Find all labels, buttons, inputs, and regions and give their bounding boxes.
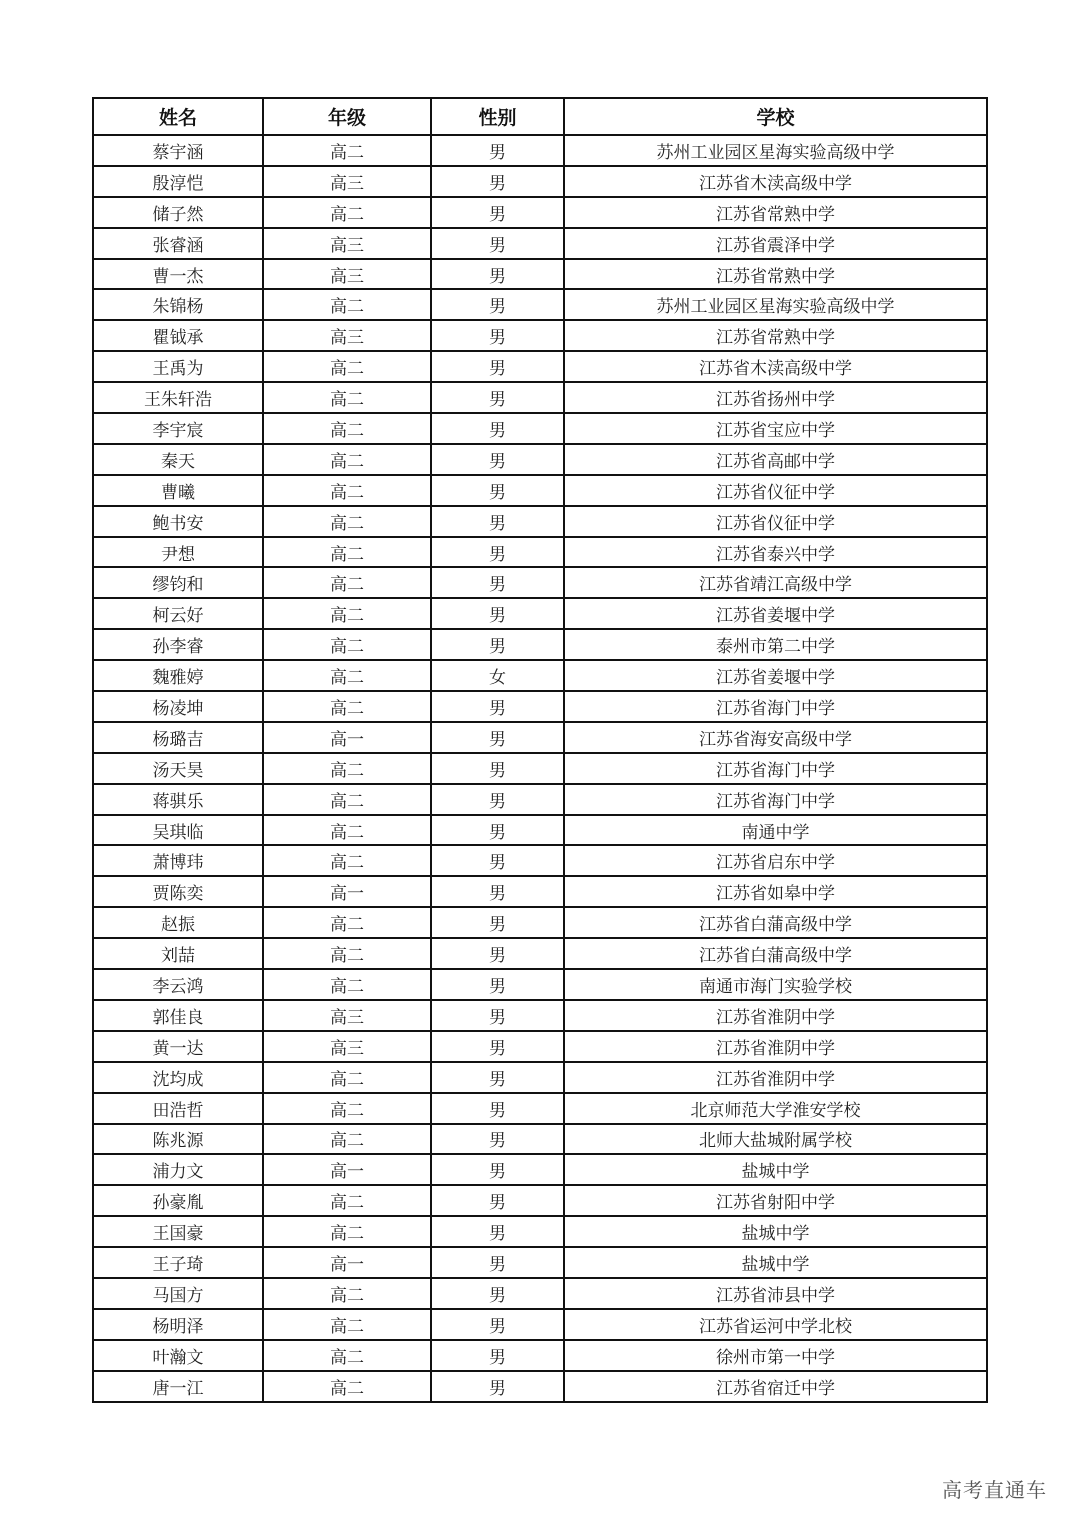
cell-school: 江苏省白蒲高级中学 [564,938,987,969]
table-row [93,1031,987,1062]
cell-grade: 高一 [263,876,431,907]
table-row [93,320,987,351]
cell-school: 江苏省姜堰中学 [564,598,987,629]
table-row [93,753,987,784]
cell-name: 刘喆 [93,938,263,969]
cell-grade: 高三 [263,320,431,351]
cell-school: 江苏省震泽中学 [564,228,987,259]
cell-gender: 男 [431,1309,564,1340]
table-row [93,876,987,907]
cell-grade: 高二 [263,691,431,722]
cell-grade: 高二 [263,1216,431,1247]
header-gender: 性别 [431,98,564,135]
cell-school: 江苏省宿迁中学 [564,1371,987,1402]
cell-name: 尹想 [93,537,263,568]
table-row [93,938,987,969]
cell-grade: 高二 [263,1185,431,1216]
cell-grade: 高二 [263,784,431,815]
cell-grade: 高二 [263,1062,431,1093]
cell-grade: 高二 [263,1278,431,1309]
cell-grade: 高二 [263,413,431,444]
cell-grade: 高三 [263,1000,431,1031]
cell-grade: 高三 [263,1031,431,1062]
cell-gender: 男 [431,1154,564,1185]
table-header-row [93,98,987,135]
cell-school: 泰州市第二中学 [564,629,987,660]
cell-gender: 男 [431,197,564,228]
table-row [93,1154,987,1185]
cell-name: 储子然 [93,197,263,228]
cell-school: 江苏省靖江高级中学 [564,567,987,598]
table-row [93,660,987,691]
cell-gender: 男 [431,938,564,969]
table-row [93,413,987,444]
cell-school: 徐州市第一中学 [564,1340,987,1371]
cell-grade: 高二 [263,753,431,784]
cell-gender: 女 [431,660,564,691]
cell-grade: 高二 [263,537,431,568]
cell-name: 蒋骐乐 [93,784,263,815]
cell-school: 南通市海门实验学校 [564,969,987,1000]
table-row [93,722,987,753]
cell-school: 江苏省常熟中学 [564,197,987,228]
cell-gender: 男 [431,166,564,197]
table-row [93,1124,987,1155]
cell-gender: 男 [431,351,564,382]
cell-gender: 男 [431,567,564,598]
cell-gender: 男 [431,598,564,629]
cell-name: 王国豪 [93,1216,263,1247]
cell-school: 江苏省沛县中学 [564,1278,987,1309]
table-row [93,537,987,568]
cell-gender: 男 [431,1124,564,1155]
cell-grade: 高二 [263,969,431,1000]
table-row [93,691,987,722]
table-row [93,1216,987,1247]
cell-school: 江苏省淮阴中学 [564,1062,987,1093]
cell-name: 柯云好 [93,598,263,629]
cell-name: 马国方 [93,1278,263,1309]
cell-gender: 男 [431,475,564,506]
cell-gender: 男 [431,845,564,876]
cell-school: 北师大盐城附属学校 [564,1124,987,1155]
student-list-table [92,97,988,1403]
cell-name: 王禹为 [93,351,263,382]
cell-gender: 男 [431,753,564,784]
header-name: 姓名 [93,98,263,135]
cell-name: 殷淳恺 [93,166,263,197]
table-body [93,135,987,1402]
cell-grade: 高二 [263,197,431,228]
table-row [93,475,987,506]
cell-name: 魏雅婷 [93,660,263,691]
cell-school: 江苏省仪征中学 [564,506,987,537]
table-row [93,969,987,1000]
cell-name: 曹一杰 [93,259,263,290]
cell-grade: 高二 [263,598,431,629]
table-row [93,629,987,660]
cell-grade: 高二 [263,1093,431,1124]
cell-grade: 高三 [263,228,431,259]
table-row [93,1278,987,1309]
cell-name: 唐一江 [93,1371,263,1402]
header-school: 学校 [564,98,987,135]
cell-school: 江苏省射阳中学 [564,1185,987,1216]
cell-grade: 高二 [263,1309,431,1340]
cell-grade: 高二 [263,660,431,691]
cell-grade: 高二 [263,1124,431,1155]
cell-name: 鲍书安 [93,506,263,537]
cell-name: 张睿涵 [93,228,263,259]
cell-gender: 男 [431,289,564,320]
cell-gender: 男 [431,1093,564,1124]
cell-grade: 高二 [263,289,431,320]
table-row [93,1185,987,1216]
cell-school: 南通中学 [564,815,987,846]
cell-grade: 高一 [263,1154,431,1185]
cell-gender: 男 [431,691,564,722]
cell-gender: 男 [431,228,564,259]
cell-school: 江苏省高邮中学 [564,444,987,475]
cell-gender: 男 [431,1278,564,1309]
cell-name: 孙豪胤 [93,1185,263,1216]
cell-name: 杨明泽 [93,1309,263,1340]
table-row [93,815,987,846]
cell-school: 江苏省淮阴中学 [564,1031,987,1062]
table-row [93,1093,987,1124]
cell-name: 田浩哲 [93,1093,263,1124]
cell-school: 盐城中学 [564,1154,987,1185]
cell-name: 郭佳良 [93,1000,263,1031]
header-grade: 年级 [263,98,431,135]
cell-school: 江苏省海门中学 [564,691,987,722]
cell-gender: 男 [431,784,564,815]
table-row [93,259,987,290]
cell-name: 曹曦 [93,475,263,506]
cell-name: 李宇宸 [93,413,263,444]
cell-school: 盐城中学 [564,1247,987,1278]
cell-school: 江苏省淮阴中学 [564,1000,987,1031]
cell-gender: 男 [431,413,564,444]
cell-school: 江苏省宝应中学 [564,413,987,444]
cell-name: 孙李睿 [93,629,263,660]
cell-grade: 高二 [263,475,431,506]
cell-name: 陈兆源 [93,1124,263,1155]
table-row [93,907,987,938]
cell-name: 浦力文 [93,1154,263,1185]
cell-name: 王子琦 [93,1247,263,1278]
cell-name: 黄一达 [93,1031,263,1062]
cell-gender: 男 [431,722,564,753]
cell-grade: 高二 [263,815,431,846]
cell-gender: 男 [431,382,564,413]
cell-gender: 男 [431,1247,564,1278]
cell-gender: 男 [431,1216,564,1247]
cell-name: 杨凌坤 [93,691,263,722]
cell-grade: 高一 [263,722,431,753]
cell-name: 萧博玮 [93,845,263,876]
cell-school: 江苏省姜堰中学 [564,660,987,691]
cell-gender: 男 [431,1062,564,1093]
table-row [93,784,987,815]
cell-school: 江苏省白蒲高级中学 [564,907,987,938]
table-row [93,228,987,259]
cell-grade: 高二 [263,351,431,382]
cell-gender: 男 [431,1340,564,1371]
cell-name: 贾陈奕 [93,876,263,907]
cell-grade: 高一 [263,1247,431,1278]
cell-name: 缪钧和 [93,567,263,598]
table-row [93,506,987,537]
cell-name: 杨璐吉 [93,722,263,753]
cell-school: 江苏省如皋中学 [564,876,987,907]
cell-school: 江苏省扬州中学 [564,382,987,413]
cell-grade: 高二 [263,629,431,660]
cell-grade: 高二 [263,382,431,413]
cell-grade: 高二 [263,135,431,166]
cell-name: 吴琪临 [93,815,263,846]
cell-school: 江苏省运河中学北校 [564,1309,987,1340]
cell-name: 汤天昊 [93,753,263,784]
table-row [93,351,987,382]
cell-gender: 男 [431,1000,564,1031]
cell-grade: 高二 [263,845,431,876]
cell-name: 叶瀚文 [93,1340,263,1371]
cell-grade: 高三 [263,166,431,197]
table-row [93,135,987,166]
cell-name: 秦天 [93,444,263,475]
cell-grade: 高二 [263,444,431,475]
cell-gender: 男 [431,815,564,846]
table-row [93,1309,987,1340]
cell-grade: 高二 [263,1340,431,1371]
cell-name: 王朱轩浩 [93,382,263,413]
cell-school: 江苏省常熟中学 [564,259,987,290]
cell-gender: 男 [431,907,564,938]
cell-gender: 男 [431,629,564,660]
table-row [93,197,987,228]
cell-school: 江苏省木渎高级中学 [564,351,987,382]
cell-gender: 男 [431,969,564,1000]
cell-gender: 男 [431,537,564,568]
cell-name: 瞿钺承 [93,320,263,351]
table-row [93,1247,987,1278]
cell-school: 苏州工业园区星海实验高级中学 [564,289,987,320]
table-row [93,166,987,197]
cell-grade: 高三 [263,259,431,290]
cell-school: 江苏省仪征中学 [564,475,987,506]
cell-school: 江苏省泰兴中学 [564,537,987,568]
cell-school: 苏州工业园区星海实验高级中学 [564,135,987,166]
table-row [93,1062,987,1093]
cell-name: 蔡宇涵 [93,135,263,166]
cell-school: 江苏省海门中学 [564,753,987,784]
table-row [93,444,987,475]
cell-school: 江苏省常熟中学 [564,320,987,351]
table-row [93,1371,987,1402]
table-row [93,598,987,629]
cell-gender: 男 [431,876,564,907]
cell-grade: 高二 [263,938,431,969]
cell-gender: 男 [431,1371,564,1402]
cell-school: 盐城中学 [564,1216,987,1247]
cell-gender: 男 [431,506,564,537]
cell-grade: 高二 [263,567,431,598]
cell-gender: 男 [431,1031,564,1062]
cell-school: 北京师范大学淮安学校 [564,1093,987,1124]
cell-school: 江苏省海门中学 [564,784,987,815]
table-row [93,567,987,598]
cell-school: 江苏省海安高级中学 [564,722,987,753]
table-row [93,1340,987,1371]
cell-name: 李云鸿 [93,969,263,1000]
cell-name: 赵振 [93,907,263,938]
cell-name: 沈均成 [93,1062,263,1093]
cell-gender: 男 [431,259,564,290]
table-row [93,1000,987,1031]
cell-gender: 男 [431,444,564,475]
cell-grade: 高二 [263,1371,431,1402]
watermark: 高考直通车 [942,1478,1047,1502]
cell-school: 江苏省木渎高级中学 [564,166,987,197]
cell-grade: 高二 [263,907,431,938]
cell-gender: 男 [431,320,564,351]
cell-grade: 高二 [263,506,431,537]
cell-name: 朱锦杨 [93,289,263,320]
table-row [93,289,987,320]
cell-school: 江苏省启东中学 [564,845,987,876]
table-row [93,845,987,876]
cell-gender: 男 [431,135,564,166]
cell-gender: 男 [431,1185,564,1216]
table-row [93,382,987,413]
